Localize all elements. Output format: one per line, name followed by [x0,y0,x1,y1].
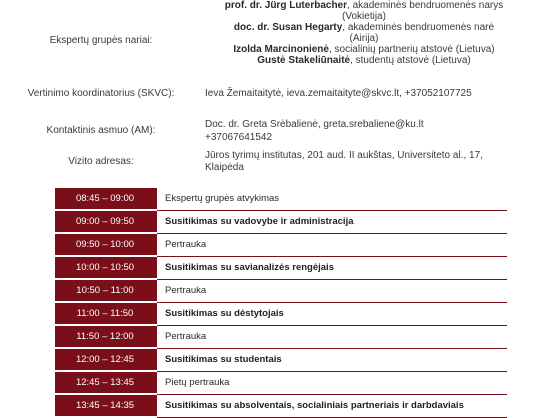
address-row [0,148,540,176]
schedule-body [55,188,507,417]
schedule-time: 11:00 – 11:50 [55,302,156,325]
schedule-time: 11:50 – 12:00 [55,325,156,348]
schedule-time: 12:45 – 13:45 [55,371,156,394]
contact-row [0,118,540,144]
schedule-row [55,348,507,371]
schedule-activity: Pietų pertrauka [156,371,507,394]
coordinator-label: Vertinimo koordinatorius (SKVC): [27,88,175,99]
schedule-time: 10:50 – 11:00 [55,279,156,302]
schedule-time: 09:00 – 09:50 [55,210,156,233]
address-value [205,150,523,174]
contact-email-link[interactable]: greta.srebaliene@ku.lt [323,119,424,130]
visit-schedule-table [55,188,507,418]
schedule-activity: Susitikimas su studentais [156,348,507,371]
expert-2 [205,22,523,33]
schedule-row [55,325,507,348]
schedule-time: 10:00 – 10:50 [55,256,156,279]
expert-3 [205,44,523,55]
schedule-activity: Ekspertų grupės atvykimas [156,188,507,210]
address-line-1: Jūros tyrimų institutas, 201 aud. II aukštas, Universiteto al., 17, [205,150,483,161]
schedule-time: 08:45 – 09:00 [55,188,156,210]
address-label: Vizito adresas: [68,156,134,167]
expert-name: prof. dr. Jürg Luterbacher [224,0,348,11]
schedule-activity: Susitikimas su dėstytojais [156,302,507,325]
expert-name: Gustė Stakeliūnaitė [257,55,351,66]
contact-name: Doc. dr. Greta Srėbalienė, [205,119,324,130]
coordinator-row [0,88,540,102]
schedule-time: 13:45 – 14:35 [55,394,156,417]
schedule-activity: Pertrauka [156,279,507,302]
schedule-activity: Susitikimas su vadovybe ir administracija [156,210,507,233]
contact-value [205,118,523,144]
experts-row [0,0,540,78]
expert-2-country: (Airija) [349,33,379,44]
schedule-row [55,210,507,233]
address-line-2: Klaipėda [205,162,244,173]
expert-4 [205,55,523,66]
expert-role: , akademinės bendruomenės narys [347,0,504,11]
schedule-row [55,188,507,210]
schedule-row [55,394,507,417]
contact-label: Kontaktinis asmuo (AM): [46,125,156,136]
schedule-row [55,371,507,394]
expert-role: , socialinių partnerių atstovė (Lietuva) [328,44,495,55]
schedule-time: 09:50 – 10:00 [55,233,156,256]
schedule-activity: Pertrauka [156,325,507,348]
schedule-row [55,302,507,325]
expert-role: , akademinės bendruomenės narė [342,22,495,33]
contact-line-1 [205,118,523,131]
experts-list [205,0,523,66]
contact-phone: +37067641542 [205,132,273,143]
schedule-activity: Susitikimas su absolventais, socialiniais partneriais ir darbdaviais [156,394,507,417]
schedule-row [55,279,507,302]
expert-1 [205,0,523,11]
expert-name: doc. dr. Susan Hegarty [233,22,343,33]
expert-1-country: (Vokietija) [342,11,386,22]
coordinator-value: Ieva Žemaitaitytė, ieva.zemaitaityte@skvc.lt, +37052107725 [205,88,472,99]
schedule-row [55,256,507,279]
schedule-activity: Susitikimas su savianalizės rengėjais [156,256,507,279]
schedule-time: 12:00 – 12:45 [55,348,156,371]
schedule-activity: Pertrauka [156,233,507,256]
expert-role: , studentų atstovė (Lietuva) [350,55,471,66]
experts-label: Ekspertų grupės nariai: [49,35,153,46]
schedule-row [55,233,507,256]
expert-name: Izolda Marcinonienė [233,44,329,55]
